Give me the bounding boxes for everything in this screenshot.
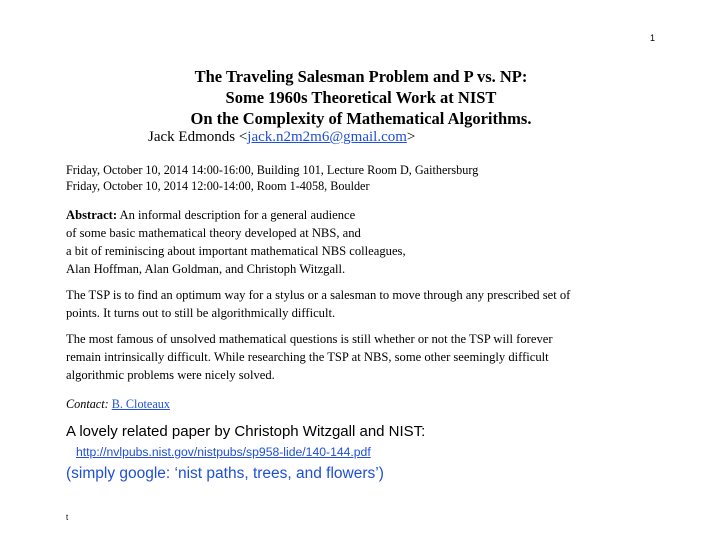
paragraph-tsp-line-2: points. It turns out to still be algorithmically difficult. <box>66 306 336 320</box>
paragraph-tsp <box>66 286 666 322</box>
contact-line <box>66 396 170 413</box>
related-paper-heading: A lovely related paper by Christoph Witzgall and NIST: <box>66 423 426 440</box>
abstract-text-1: of some basic mathematical theory developed at NBS, and <box>66 226 361 240</box>
abstract-text-0: An informal description for a general audience <box>117 208 356 222</box>
title-line-3: On the Complexity of Mathematical Algorithms. <box>190 109 532 128</box>
footnote-mark: t <box>66 513 69 522</box>
paragraph-famous-line-3: algorithmic problems were nicely solved. <box>66 368 275 382</box>
page-number: 1 <box>650 33 656 43</box>
author-email-link[interactable]: jack.n2m2m6@gmail.com <box>247 129 407 145</box>
schedule-gaithersburg: Friday, October 10, 2014 14:00-16:00, Building 101, Lecture Room D, Gaithersburg <box>66 163 479 177</box>
schedule-boulder: Friday, October 10, 2014 12:00-14:00, Room 1-4058, Boulder <box>66 179 370 193</box>
title-line-1: The Traveling Salesman Problem and P vs. NP: <box>194 67 528 86</box>
paragraph-famous-line-1: The most famous of unsolved mathematical questions is still whether or not the TSP will forever <box>66 332 553 346</box>
abstract-label: Abstract: <box>66 208 118 222</box>
title-line-2: Some 1960s Theoretical Work at NIST <box>225 88 497 107</box>
author-name: Jack Edmonds < <box>148 129 248 145</box>
author-email-close: > <box>406 129 416 145</box>
contact-link[interactable]: B. Cloteaux <box>111 397 170 411</box>
paragraph-famous-line-2: remain intrinsically difficult. While researching the TSP at NBS, some other seemingly difficult <box>66 350 549 364</box>
contact-label: Contact: <box>66 397 109 411</box>
abstract-text-3: Alan Hoffman, Alan Goldman, and Christoph Witzgall. <box>66 262 346 276</box>
author-line <box>148 129 415 146</box>
abstract-first-line <box>66 206 666 224</box>
paragraph-tsp-line-1: The TSP is to find an optimum way for a stylus or a salesman to move through any prescribed set of <box>66 288 571 302</box>
abstract <box>66 206 666 278</box>
paragraph-famous <box>66 330 666 384</box>
related-paper-link[interactable]: http://nvlpubs.nist.gov/nistpubs/sp958-lide/140-144.pdf <box>76 445 371 459</box>
google-hint: (simply google: ‘nist paths, trees, and flowers’) <box>66 465 384 482</box>
abstract-text-2: a bit of reminiscing about important mathematical NBS colleagues, <box>66 244 406 258</box>
